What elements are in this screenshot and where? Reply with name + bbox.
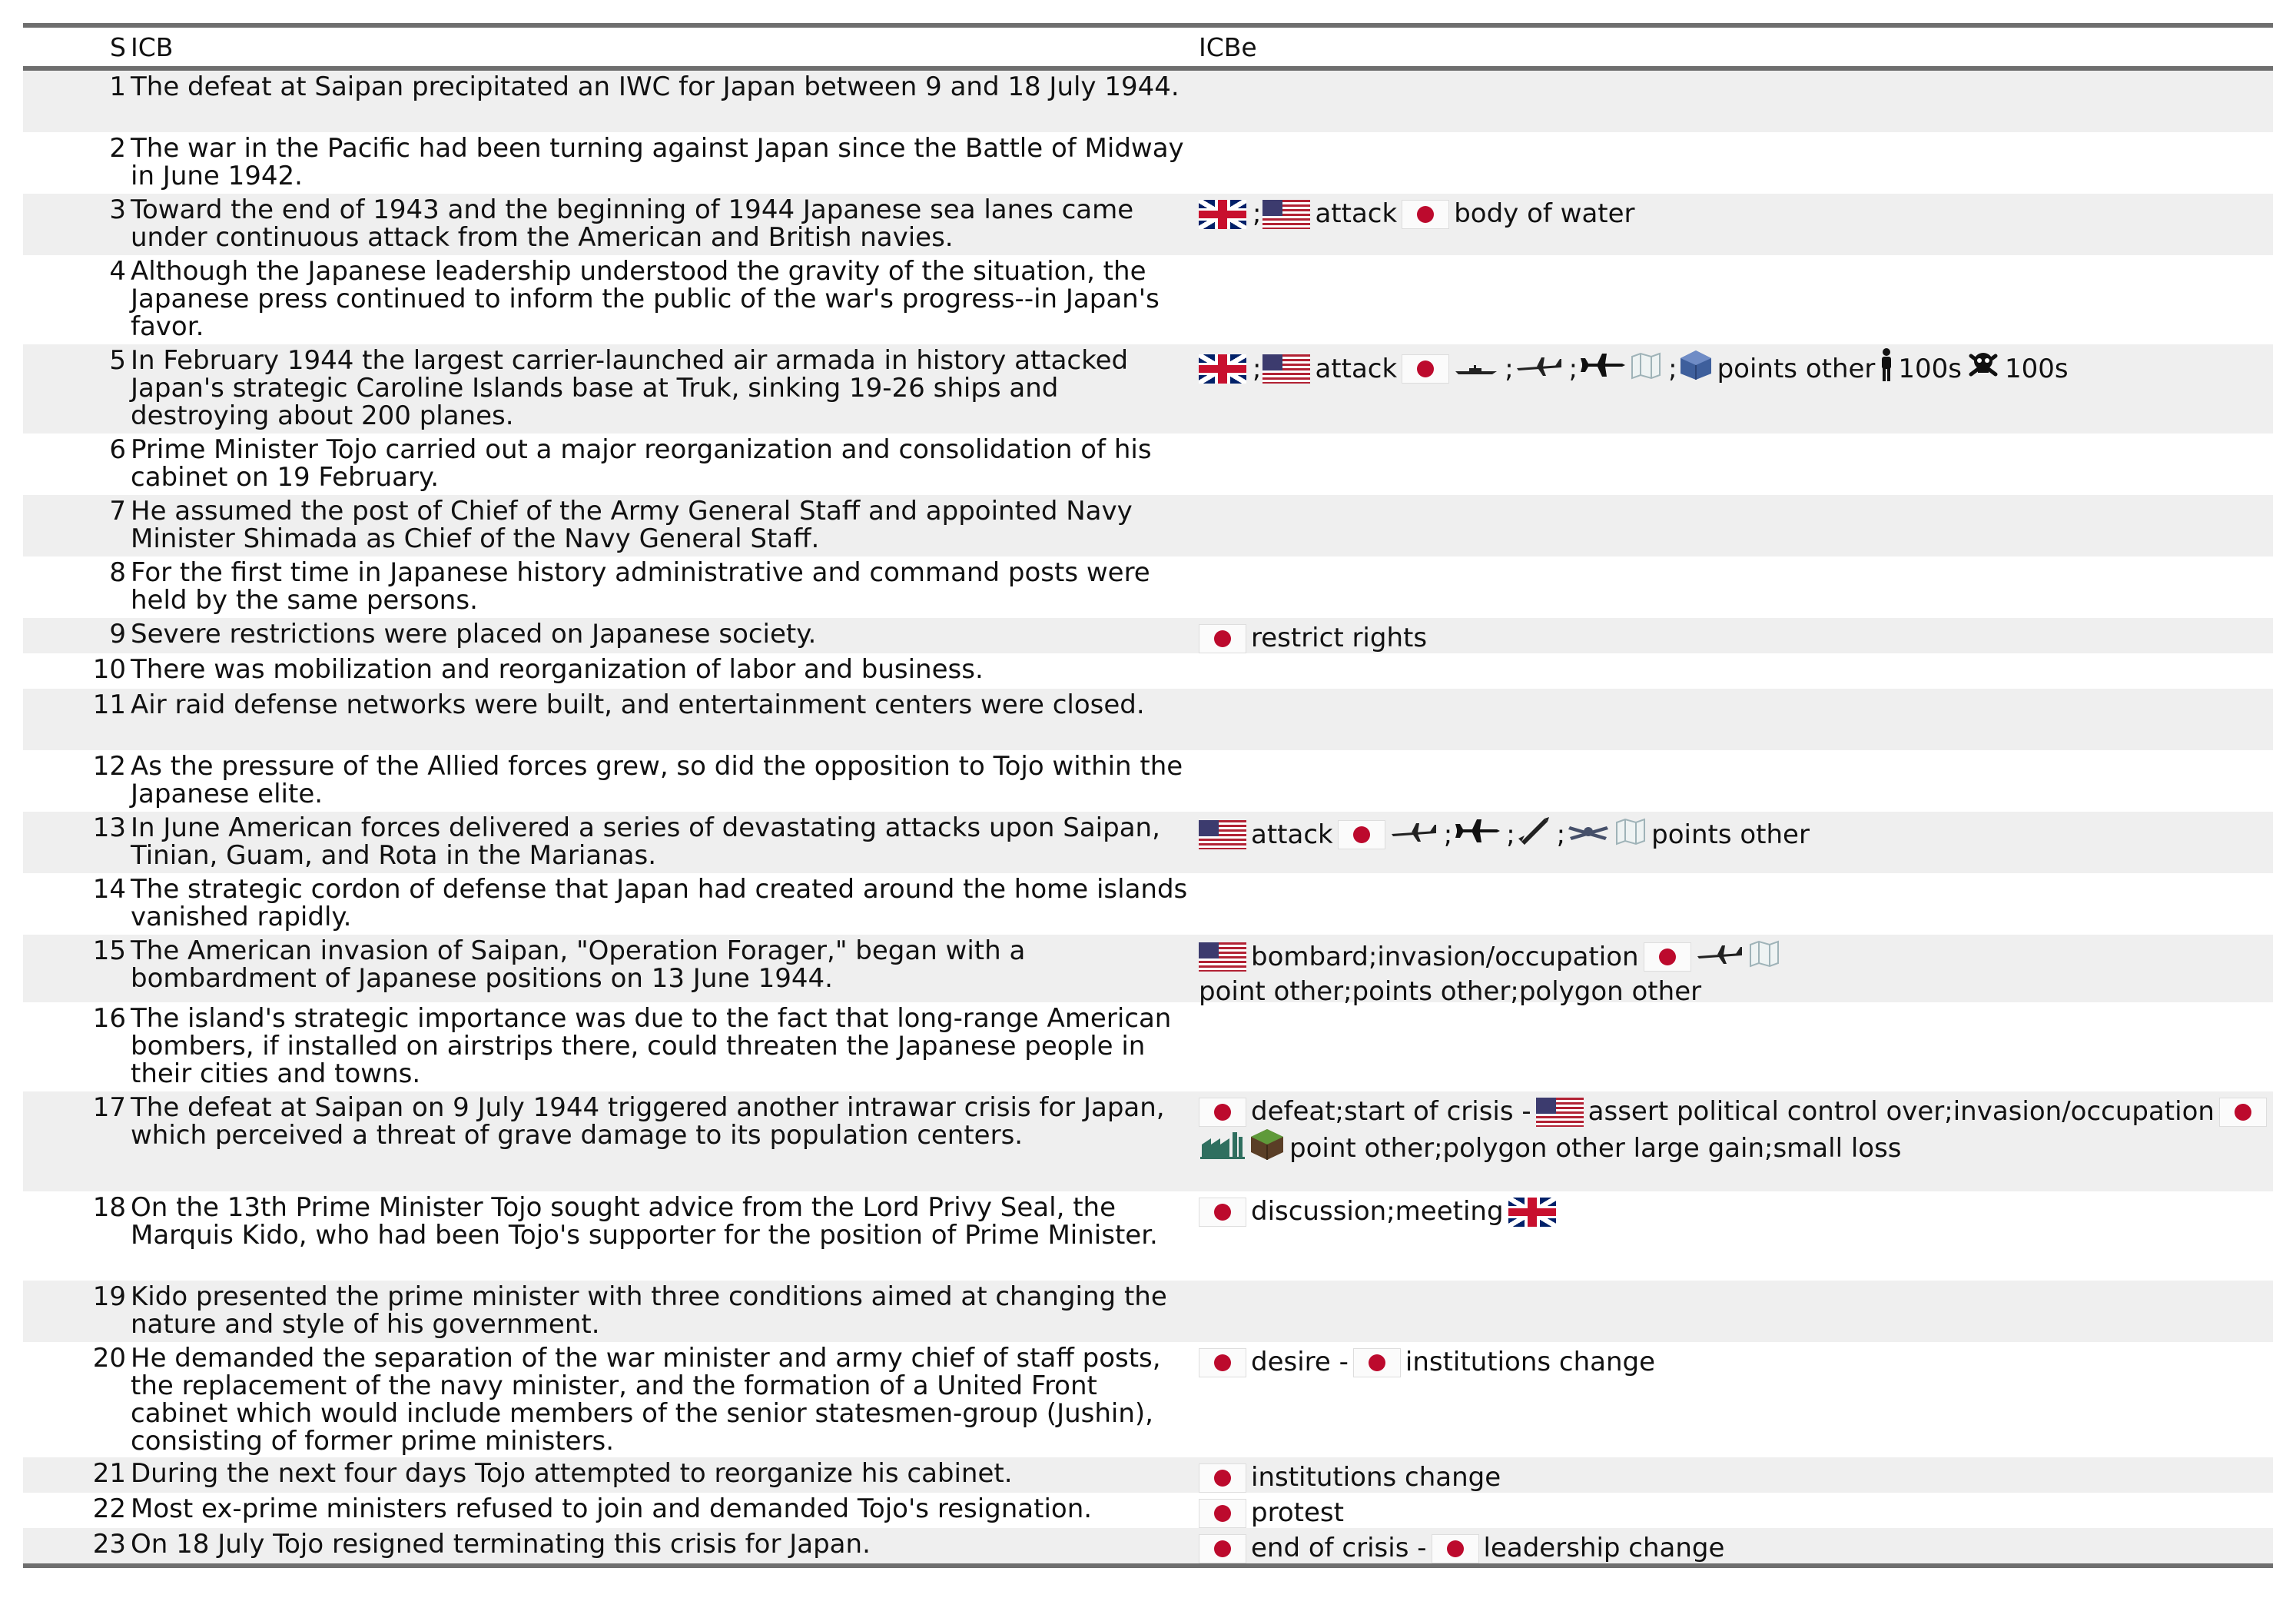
sentence-number: 5	[109, 345, 126, 376]
separator: ;	[1568, 353, 1578, 384]
usa-flag-icon	[1262, 354, 1310, 384]
icbe-codes	[1194, 937, 2273, 1008]
cube-icon	[1679, 349, 1713, 389]
event-label: 100s	[2005, 353, 2069, 384]
separator: ;	[1505, 353, 1514, 384]
japan-flag-icon	[1199, 1348, 1246, 1377]
icbe-codes	[1194, 559, 2273, 560]
table-row	[23, 1457, 2273, 1493]
jet-icon	[1454, 818, 1500, 852]
icb-text: Severe restrictions were placed on Japanese society.	[131, 619, 817, 649]
icb-text: In June American forces delivered a series of devastating attacks upon Saipan, Tinian, Guam, and Rota in the Marianas.	[131, 812, 1160, 871]
sentence-number: 9	[109, 619, 126, 649]
ship-icon	[1454, 354, 1498, 385]
icb-text: The defeat at Saipan on 9 July 1944 triggered another intrawar crisis for Japan, which perceived a threat of grave damage to its population centers.	[131, 1092, 1165, 1151]
event-label: point other;polygon other large gain;small loss	[1289, 1132, 1902, 1164]
japan-flag-icon	[1402, 354, 1449, 384]
table-row	[23, 618, 2273, 653]
event-label: leadership change	[1483, 1533, 1725, 1563]
icb-text: Toward the end of 1943 and the beginning of 1944 Japanese sea lanes came under continuous attack from the American and British navies.	[131, 194, 1134, 253]
person-icon	[1880, 348, 1893, 390]
table-header	[23, 28, 2273, 71]
table-row	[23, 873, 2273, 935]
header-s: S	[110, 32, 126, 62]
sentence-number: 11	[92, 689, 126, 720]
icbe-codes	[1194, 875, 2273, 877]
uk-flag-icon	[1199, 200, 1246, 229]
icb-text: Although the Japanese leadership understood the gravity of the situation, the Japanese press continued to inform the public of the war's progress--in Japan's favor.	[131, 256, 1160, 342]
icbe-codes	[1194, 1194, 2273, 1228]
table-row	[23, 434, 2273, 495]
jet-icon	[1579, 352, 1625, 386]
event-label: protest	[1251, 1497, 1344, 1528]
japan-flag-icon	[1353, 1348, 1401, 1377]
icb-text: Most ex-prime ministers refused to join and demanded Tojo's resignation.	[131, 1493, 1093, 1524]
separator: ;	[1253, 198, 1262, 229]
sentence-number: 13	[92, 812, 126, 843]
header-icbe: ICBe	[1199, 32, 1257, 62]
icb-text: During the next four days Tojo attempted to reorganize his cabinet.	[131, 1458, 1013, 1489]
sentence-number: 21	[92, 1458, 126, 1489]
icbe-codes	[1194, 135, 2273, 136]
event-label: attack	[1315, 353, 1398, 384]
icb-text: For the first time in Japanese history administrative and command posts were held by the same persons.	[131, 557, 1150, 616]
table-row	[23, 255, 2273, 344]
event-label: defeat;start of crisis -	[1251, 1096, 1531, 1127]
sentence-number: 1	[109, 71, 126, 102]
icbe-codes	[1194, 497, 2273, 499]
sentence-number: 2	[109, 133, 126, 164]
icb-text: He demanded the separation of the war minister and army chief of staff posts, the replacement of the navy minister, and the formation of a United Front cabinet which would include members of the senior statesmen-group (Jushin), consisting of former prime ministers.	[131, 1343, 1161, 1457]
event-label: assert political control over;invasion/occupation	[1588, 1096, 2215, 1127]
icb-text: On 18 July Tojo resigned terminating this crisis for Japan.	[131, 1529, 871, 1560]
event-label: end of crisis -	[1251, 1533, 1427, 1563]
event-label: institutions change	[1405, 1347, 1656, 1377]
icbe-codes	[1194, 1283, 2273, 1284]
sentence-number: 19	[92, 1281, 126, 1312]
table-row	[23, 1493, 2273, 1528]
japan-flag-icon	[1432, 1534, 1479, 1563]
icbe-codes	[1194, 1344, 2273, 1378]
separator: ;	[1506, 819, 1515, 850]
usa-flag-icon	[1199, 942, 1246, 972]
japan-flag-icon	[2219, 1098, 2267, 1127]
event-label: restrict rights	[1251, 623, 1428, 653]
uk-flag-icon	[1199, 354, 1246, 384]
japan-flag-icon	[1199, 1098, 1246, 1127]
event-label: point other;points other;polygon other	[1199, 976, 1702, 1007]
bomber-icon	[1515, 354, 1563, 385]
japan-flag-icon	[1199, 1198, 1246, 1227]
icbe-codes	[1194, 1530, 2273, 1564]
icb-text: Kido presented the prime minister with three conditions aimed at changing the nature and style of his government.	[131, 1281, 1167, 1340]
separator: ;	[1253, 353, 1262, 384]
sentence-number: 6	[109, 434, 126, 465]
sentence-number: 3	[109, 194, 126, 225]
skull-icon	[1966, 350, 2000, 388]
sentence-number: 10	[92, 654, 126, 685]
sentence-number: 4	[109, 256, 126, 287]
event-label: institutions change	[1251, 1462, 1501, 1493]
sentence-number: 15	[92, 935, 126, 966]
table-row	[23, 812, 2273, 873]
icb-text: The war in the Pacific had been turning against Japan since the Battle of Midway in June 1942.	[131, 133, 1184, 191]
icbe-codes	[1194, 656, 2273, 657]
icb-text: The island's strategic importance was due to the fact that long-range American bombers, if installed on airstrips there, could threaten the Japanese people in their cities and towns.	[131, 1003, 1172, 1089]
sentence-number: 17	[92, 1092, 126, 1123]
sentence-number: 20	[92, 1343, 126, 1374]
table-row	[23, 1191, 2273, 1281]
land-block-icon	[1249, 1128, 1285, 1169]
bomber-icon	[1390, 819, 1438, 851]
table-row	[23, 1091, 2273, 1191]
icbe-codes	[1194, 691, 2273, 693]
icbe-codes	[1194, 1094, 2273, 1169]
event-label: attack	[1251, 819, 1333, 850]
icb-text: Prime Minister Tojo carried out a major reorganization and consolidation of his cabinet on 19 February.	[131, 434, 1152, 493]
table-row	[23, 194, 2273, 255]
icb-text: There was mobilization and reorganization of labor and business.	[131, 654, 984, 685]
icbe-codes	[1194, 1495, 2273, 1529]
icbe-codes	[1194, 73, 2273, 75]
event-label: points other	[1651, 819, 1810, 850]
event-label: discussion;meeting	[1251, 1196, 1504, 1227]
table-row	[23, 689, 2273, 750]
icb-text: The strategic cordon of defense that Japan had created around the home islands vanished rapidly.	[131, 874, 1188, 932]
usa-flag-icon	[1199, 820, 1246, 849]
icbe-codes	[1194, 196, 2273, 230]
sentence-number: 22	[92, 1493, 126, 1524]
uk-flag-icon	[1508, 1198, 1556, 1227]
icb-text: As the pressure of the Allied forces grew, so did the opposition to Tojo within the Japanese elite.	[131, 751, 1183, 809]
table-row	[23, 132, 2273, 194]
japan-flag-icon	[1338, 820, 1385, 849]
sentence-number: 8	[109, 557, 126, 588]
drone-icon	[1567, 819, 1610, 851]
separator: ;	[1556, 819, 1566, 850]
japan-flag-icon	[1644, 942, 1691, 972]
event-label: 100s	[1898, 353, 1963, 384]
icb-text: Air raid defense networks were built, and entertainment centers were closed.	[131, 689, 1145, 720]
sentence-number: 7	[109, 496, 126, 527]
sentence-number: 14	[92, 874, 126, 905]
sentence-number: 16	[92, 1003, 126, 1034]
event-label: desire -	[1251, 1347, 1349, 1377]
japan-flag-icon	[1199, 1534, 1246, 1563]
map-icon	[1630, 350, 1662, 387]
table-row	[23, 556, 2273, 618]
event-label: body of water	[1454, 198, 1635, 229]
usa-flag-icon	[1262, 200, 1310, 229]
japan-flag-icon	[1199, 624, 1246, 653]
japan-flag-icon	[1199, 1499, 1246, 1528]
event-label: bombard;invasion/occupation	[1251, 941, 1639, 972]
sentence-number: 23	[92, 1529, 126, 1560]
icbe-codes	[1194, 814, 2273, 854]
table-row	[23, 1342, 2273, 1457]
icbe-codes	[1194, 752, 2273, 754]
map-icon	[1748, 939, 1780, 975]
sentence-number: 18	[92, 1192, 126, 1223]
table-row	[23, 1281, 2273, 1342]
japan-flag-icon	[1402, 200, 1449, 229]
event-label: attack	[1315, 198, 1398, 229]
icbe-codes	[1194, 1005, 2273, 1006]
table-row	[23, 495, 2273, 556]
crisis-table	[23, 23, 2273, 1568]
header-icb: ICB	[131, 32, 174, 62]
icb-text: The defeat at Saipan precipitated an IWC for Japan between 9 and 18 July 1944.	[131, 71, 1180, 102]
table-body	[23, 71, 2273, 1563]
missile-icon	[1517, 816, 1551, 854]
table-row	[23, 71, 2273, 132]
factory-icon	[1199, 1129, 1245, 1168]
icbe-codes	[1194, 436, 2273, 437]
usa-flag-icon	[1536, 1098, 1584, 1127]
event-label: points other	[1717, 353, 1876, 384]
separator: ;	[1668, 353, 1677, 384]
icbe-codes	[1194, 620, 2273, 654]
table-row	[23, 935, 2273, 1007]
sentence-number: 12	[92, 751, 126, 782]
separator: ;	[1443, 819, 1453, 850]
icbe-codes	[1194, 347, 2273, 390]
table-row	[23, 1528, 2273, 1563]
table-row	[23, 750, 2273, 812]
icb-text: In February 1944 the largest carrier-launched air armada in history attacked Japan's strategic Caroline Islands base at Truk, sinking 19-26 ships and destroying about 200 planes.	[131, 345, 1129, 431]
japan-flag-icon	[1199, 1463, 1246, 1493]
icbe-codes	[1194, 257, 2273, 259]
table-row	[23, 344, 2273, 434]
icbe-codes	[1194, 1460, 2273, 1493]
table-row	[23, 653, 2273, 689]
icb-text: He assumed the post of Chief of the Army General Staff and appointed Navy Minister Shimada as Chief of the Navy General Staff.	[131, 496, 1133, 554]
icb-text: The American invasion of Saipan, "Operation Forager," began with a bombardment of Japanese positions on 13 June 1944.	[131, 935, 1026, 994]
bomber-icon	[1696, 942, 1744, 973]
icb-text: On the 13th Prime Minister Tojo sought advice from the Lord Privy Seal, the Marquis Kido, who had been Tojo's supporter for the position of Prime Minister.	[131, 1192, 1158, 1251]
map-icon	[1614, 816, 1647, 853]
table-row	[23, 1002, 2273, 1091]
